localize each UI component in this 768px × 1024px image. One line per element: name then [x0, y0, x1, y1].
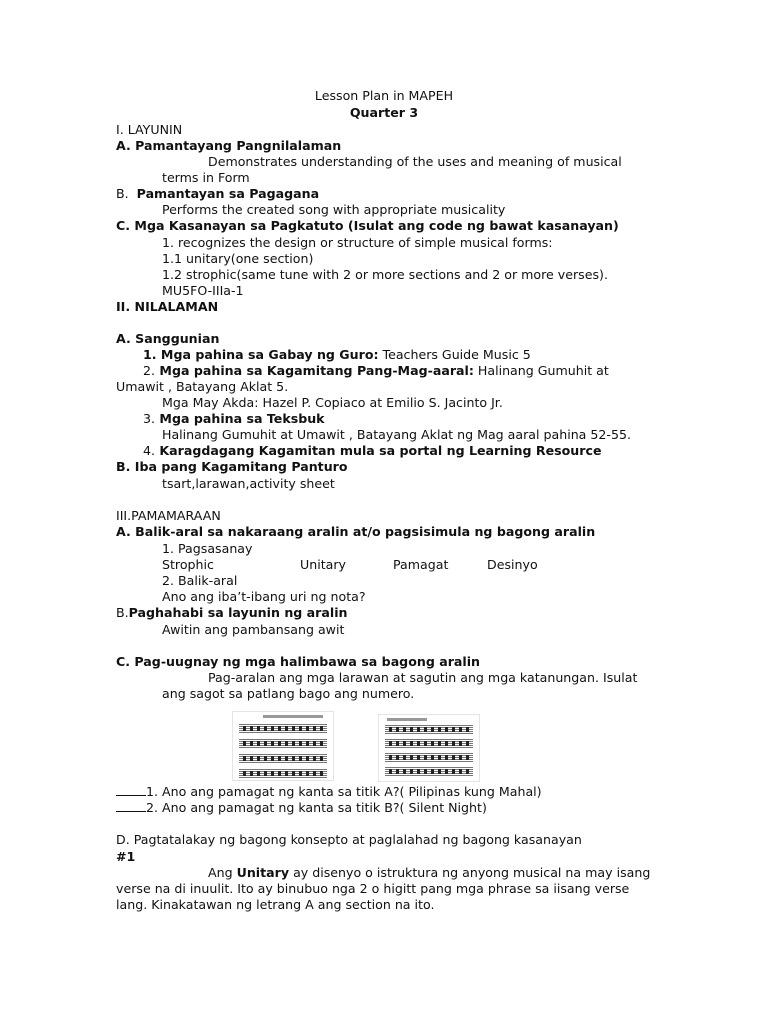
nilalaman-b-label: B. Iba pang Kagamitang Panturo	[116, 459, 348, 474]
pamamaraan-b-prefix: B.	[116, 605, 129, 620]
unitary-paragraph-line-1	[208, 865, 650, 880]
balik-aral-question: Ano ang iba’t-ibang uri ng nota?	[162, 589, 366, 604]
layunin-c-item-1-1: 1.1 unitary(one section)	[162, 251, 314, 266]
pamamaraan-b-text: Awitin ang pambansang awit	[162, 622, 345, 637]
pamamaraan-b-line	[116, 605, 348, 620]
doc-quarter: Quarter 3	[349, 105, 419, 120]
question-2: 2. Ano ang pamagat ng kanta sa titik B?( Silent Night)	[146, 800, 487, 815]
pamamaraan-d-line	[116, 832, 582, 847]
nilalaman-item-2-text: Halinang Gumuhit at	[473, 363, 609, 378]
sheet-music-image-a	[232, 711, 334, 781]
nilalaman-item-2-num: 2.	[143, 363, 156, 378]
answer-blank-2[interactable]	[116, 800, 146, 812]
unitary-term: Unitary	[236, 865, 290, 880]
word-desinyo: Desinyo	[487, 557, 538, 572]
nilalaman-item-1	[143, 347, 531, 362]
nilalaman-item-4	[143, 443, 602, 458]
question-1-line	[116, 784, 542, 799]
layunin-b-label: B.	[116, 186, 129, 201]
nilalaman-item-3-num: 3.	[143, 411, 156, 426]
pamamaraan-c-text: Pag-aralan ang mga larawan at sagutin ang mga katanungan. Isulat	[208, 670, 638, 685]
nilalaman-item-4-num: 4.	[143, 443, 156, 458]
layunin-a-text: Demonstrates understanding of the uses and meaning of musical	[208, 154, 622, 169]
unitary-pre: Ang	[208, 865, 237, 880]
nilalaman-item-3	[143, 411, 325, 426]
layunin-b-line	[116, 186, 319, 201]
word-unitary: Unitary	[300, 557, 346, 572]
section-layunin-heading: I. LAYUNIN	[116, 122, 183, 137]
pamamaraan-b-label: Paghahabi sa layunin ng aralin	[128, 605, 348, 620]
word-pamagat: Pamagat	[393, 557, 449, 572]
layunin-a-text-cont: terms in Form	[162, 170, 250, 185]
pamamaraan-a-label: A. Balik-aral sa nakaraang aralin at/o pagsisimula ng bagong aralin	[116, 524, 596, 539]
unitary-post: ay disenyo o istruktura ng anyong musical na may isang	[289, 865, 651, 880]
section-pamamaraan-heading: III.PAMAMARAAN	[116, 508, 221, 523]
balik-aral-label: 2. Balik-aral	[162, 573, 238, 588]
doc-title: Lesson Plan in MAPEH	[314, 88, 454, 103]
pamamaraan-c-text-cont: ang sagot sa patlang bago ang numero.	[162, 686, 415, 701]
layunin-c-item-1: 1. recognizes the design or structure of simple musical forms:	[162, 235, 553, 250]
nilalaman-item-3-text: Halinang Gumuhit at Umawit , Batayang Aklat ng Mag aaral pahina 52-55.	[162, 427, 631, 442]
pamamaraan-c-label: C. Pag-uugnay ng mga halimbawa sa bagong aralin	[116, 654, 481, 669]
layunin-b-text: Performs the created song with appropriate musicality	[162, 202, 506, 217]
nilalaman-item-2-authors: Mga May Akda: Hazel P. Copiaco at Emilio S. Jacinto Jr.	[162, 395, 503, 410]
word-strophic: Strophic	[162, 557, 214, 572]
pamamaraan-d-label: D. Pagtatalakay ng bagong konsepto at paglalahad ng bagong kasanayan	[116, 832, 582, 847]
layunin-c-label: C. Mga Kasanayan sa Pagkatuto (Isulat ang code ng bawat kasanayan)	[116, 218, 619, 233]
sheet-music-image-b	[378, 714, 480, 782]
nilalaman-b-text: tsart,larawan,activity sheet	[162, 476, 335, 491]
question-1: 1. Ano ang pamagat ng kanta sa titik A?( Pilipinas kung Mahal)	[146, 784, 542, 799]
pamamaraan-d-number: #1	[116, 849, 136, 864]
nilalaman-item-1-text: Teachers Guide Music 5	[378, 347, 531, 362]
unitary-paragraph-line-2: verse na di inuulit. Ito ay binubuo nga 2 o higitt pang mga phrase sa iisang verse	[116, 881, 630, 896]
layunin-c-item-1-2: 1.2 strophic(same tune with 2 or more sections and 2 or more verses).	[162, 267, 608, 282]
answer-blank-1[interactable]	[116, 784, 146, 796]
layunin-a-label: A. Pamantayang Pangnilalaman	[116, 138, 342, 153]
pagsasanay-label: 1. Pagsasanay	[162, 541, 253, 556]
competency-code: MU5FO-IIIa-1	[162, 283, 244, 298]
nilalaman-item-2-cont: Umawit , Batayang Aklat 5.	[116, 379, 289, 394]
nilalaman-item-4-label: Karagdagang Kagamitan mula sa portal ng Learning Resource	[155, 443, 602, 458]
unitary-paragraph-line-3: lang. Kinakatawan ng letrang A ang section na ito.	[116, 897, 435, 912]
nilalaman-item-3-label: Mga pahina sa Teksbuk	[155, 411, 325, 426]
question-2-line	[116, 800, 487, 815]
nilalaman-item-1-label: 1. Mga pahina sa Gabay ng Guro:	[143, 347, 379, 362]
nilalaman-item-2-label: Mga pahina sa Kagamitang Pang-Mag-aaral:	[155, 363, 474, 378]
section-nilalaman-heading: II. NILALAMAN	[116, 299, 219, 314]
nilalaman-a-label: A. Sanggunian	[116, 331, 220, 346]
layunin-b-title: Pamantayan sa Pagagana	[136, 186, 320, 201]
nilalaman-item-2	[143, 363, 609, 378]
